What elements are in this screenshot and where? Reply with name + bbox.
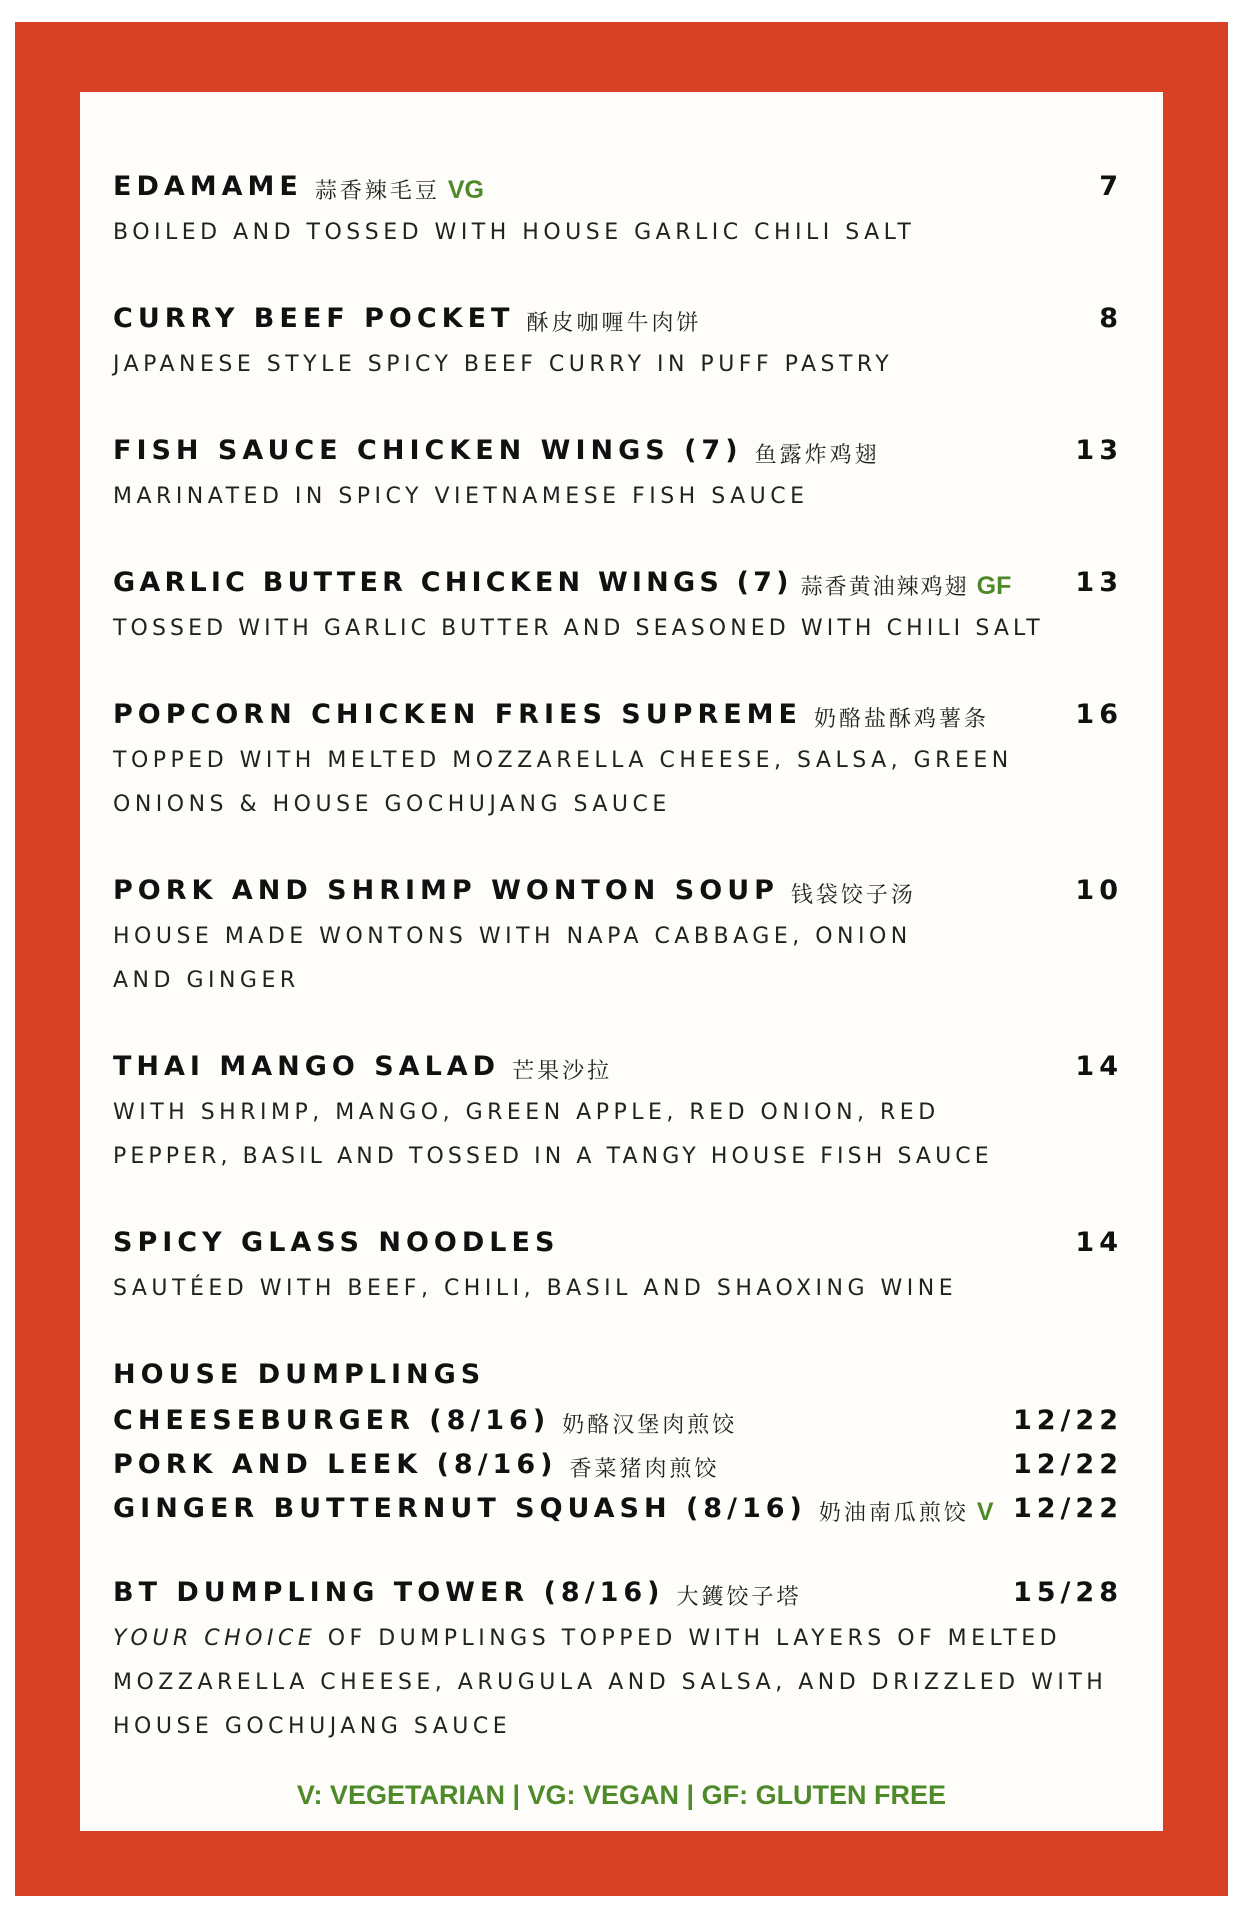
dumpling-chinese-name: 奶酪汉堡肉煎饺 bbox=[562, 1413, 738, 1438]
description-text: OF DUMPLINGS TOPPED WITH LAYERS OF MELTED bbox=[316, 1626, 1062, 1651]
item-chinese-name: 酥皮咖喱牛肉饼 bbox=[526, 311, 702, 336]
dumpling-row bbox=[113, 1401, 1123, 1445]
dumpling-name: CHEESEBURGER (8/16) bbox=[113, 1405, 551, 1436]
dumpling-price: 12/22 bbox=[1012, 1405, 1123, 1436]
item-name: THAI MANGO SALAD bbox=[113, 1051, 501, 1082]
dumpling-name: PORK AND LEEK (8/16) bbox=[113, 1449, 558, 1480]
item-price: 14 bbox=[1075, 1227, 1123, 1258]
item-description: TOSSED WITH GARLIC BUTTER AND SEASONED WITH CHILI SALT bbox=[113, 616, 1044, 641]
menu-item-thai-mango-salad bbox=[113, 1047, 1123, 1179]
diet-tag: VG bbox=[447, 176, 484, 204]
item-chinese-name: 鱼露炸鸡翅 bbox=[754, 443, 880, 468]
item-description: SAUTÉED WITH BEEF, CHILI, BASIL AND SHAOXING WINE bbox=[113, 1276, 958, 1301]
item-name: GARLIC BUTTER CHICKEN WINGS (7) bbox=[113, 567, 793, 598]
item-chinese-name: 奶酪盐酥鸡薯条 bbox=[814, 707, 990, 732]
menu-item-garlic-butter-wings bbox=[113, 563, 1123, 651]
item-description: MARINATED IN SPICY VIETNAMESE FISH SAUCE bbox=[113, 484, 809, 509]
diet-tag: GF bbox=[976, 572, 1012, 600]
dumpling-row bbox=[113, 1489, 1123, 1533]
item-name: BT DUMPLING TOWER (8/16) bbox=[113, 1577, 665, 1608]
item-description: ONIONS & HOUSE GOCHUJANG SAUCE bbox=[113, 792, 671, 817]
menu-item-popcorn-chicken-fries bbox=[113, 695, 1123, 827]
dumpling-price: 12/22 bbox=[1012, 1493, 1123, 1524]
item-name: SPICY GLASS NOODLES bbox=[113, 1227, 560, 1258]
menu-item-wonton-soup bbox=[113, 871, 1123, 1003]
item-chinese-name: 芒果沙拉 bbox=[512, 1059, 613, 1084]
item-description: JAPANESE STYLE SPICY BEEF CURRY IN PUFF PASTRY bbox=[113, 352, 894, 377]
dietary-legend: V: VEGETARIAN | VG: VEGAN | GF: GLUTEN FREE bbox=[296, 1780, 947, 1810]
dumpling-name: GINGER BUTTERNUT SQUASH (8/16) bbox=[113, 1493, 807, 1524]
dumpling-chinese-name: 香菜猪肉煎饺 bbox=[569, 1457, 720, 1482]
item-chinese-name: 钱袋饺子汤 bbox=[790, 883, 916, 908]
diet-tag: V bbox=[976, 1498, 994, 1526]
section-heading: HOUSE DUMPLINGS bbox=[113, 1359, 486, 1390]
item-price: 14 bbox=[1075, 1051, 1123, 1082]
item-chinese-name: 蒜香辣毛豆 bbox=[314, 179, 440, 204]
menu-item-dumpling-tower bbox=[113, 1573, 1123, 1749]
item-name: EDAMAME bbox=[113, 171, 303, 202]
item-chinese-name: 大鑊饺子塔 bbox=[676, 1585, 802, 1610]
item-description: HOUSE GOCHUJANG SAUCE bbox=[113, 1714, 512, 1739]
item-description: MOZZARELLA CHEESE, ARUGULA AND SALSA, AND DRIZZLED WITH bbox=[113, 1670, 1108, 1695]
item-price: 16 bbox=[1075, 699, 1123, 730]
item-description: TOPPED WITH MELTED MOZZARELLA CHEESE, SALSA, GREEN bbox=[113, 748, 1013, 773]
item-price: 8 bbox=[1099, 303, 1123, 334]
item-price: 15/28 bbox=[1012, 1577, 1123, 1608]
item-description bbox=[113, 1617, 1123, 1661]
item-name: POPCORN CHICKEN FRIES SUPREME bbox=[113, 699, 802, 730]
dumpling-chinese-name: 奶油南瓜煎饺 bbox=[818, 1501, 969, 1526]
item-name: CURRY BEEF POCKET bbox=[113, 303, 515, 334]
menu-item-edamame bbox=[113, 167, 1123, 255]
item-description: HOUSE MADE WONTONS WITH NAPA CABBAGE, ONION bbox=[113, 924, 912, 949]
menu-item-curry-beef-pocket bbox=[113, 299, 1123, 387]
dumpling-row bbox=[113, 1445, 1123, 1489]
item-price: 13 bbox=[1075, 435, 1123, 466]
item-name: FISH SAUCE CHICKEN WINGS (7) bbox=[113, 435, 743, 466]
dumpling-price: 12/22 bbox=[1012, 1449, 1123, 1480]
menu-item-fish-sauce-wings bbox=[113, 431, 1123, 519]
item-description: PEPPER, BASIL AND TOSSED IN A TANGY HOUSE FISH SAUCE bbox=[113, 1144, 993, 1169]
item-price: 10 bbox=[1075, 875, 1123, 906]
item-chinese-name: 蒜香黄油辣鸡翅 bbox=[800, 575, 969, 600]
item-description: BOILED AND TOSSED WITH HOUSE GARLIC CHILI SALT bbox=[113, 220, 916, 245]
item-price: 13 bbox=[1075, 567, 1123, 598]
italic-emphasis: YOUR CHOICE bbox=[113, 1626, 317, 1651]
item-description: WITH SHRIMP, MANGO, GREEN APPLE, RED ONION, RED bbox=[113, 1100, 940, 1125]
item-description: AND GINGER bbox=[113, 968, 300, 993]
house-dumplings-section bbox=[113, 1355, 1123, 1533]
menu-item-spicy-glass-noodles bbox=[113, 1223, 1123, 1311]
item-name: PORK AND SHRIMP WONTON SOUP bbox=[113, 875, 779, 906]
item-price: 7 bbox=[1099, 171, 1123, 202]
